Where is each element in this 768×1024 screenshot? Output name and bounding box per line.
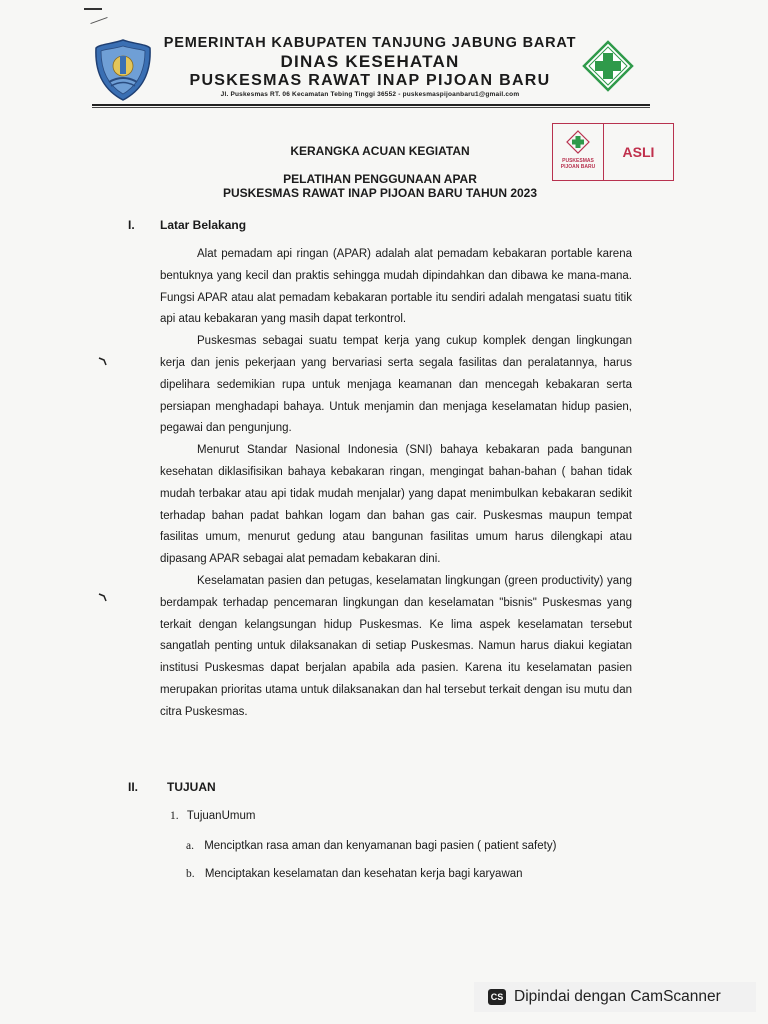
background-text [160,244,632,724]
paragraph: Keselamatan pasien dan petugas, keselamatan lingkungan (green productivity) yang berdampak terhadap pencemaran lingkungan dan keselamatan "bisnis" Puskesmas yang terkait dengan kelangsungan hidup Puskesmas. Ke lima aspek keselamatan tersebut sangatlah penting untuk dilaksanakan di setiap Puskesmas. Namun harus diakui kegiatan institusi Puskesmas dapat berjalan apabila ada pasien. Karena itu keselamatan pasien merupakan prioritas utama untuk dilaksanakan dan hal tersebut terkait dengan isu mutu dan citra Puskesmas. [160,574,632,718]
section-number: I. [128,218,135,232]
section-heading: TUJUAN [167,780,216,794]
list-item: a. Menciptkan rasa aman dan kenyamanan bagi pasien ( patient safety) [186,840,557,852]
scan-mark [84,8,102,10]
regency-emblem-icon [94,38,152,102]
paragraph: Menurut Standar Nasional Indonesia (SNI) bahaya kebakaran pada bangunan kesehatan diklasifisikan bahaya kebakaran ringan, mengingat bahan-bahan ( bahan tidak mudah terbakar atau api tidak mudah menjalar) yang dapat menimbulkan kebakaran sedikit terhadap bahan padat bahkan logam dan bahan gas cair. Puskesmas maupun tempat fasilitas umum, menurut gedung atau bangunan fasilitas umum harus dilengkapi atau dipasang APAR sebagai alat pemadam kebakaran dini. [160,444,632,566]
list-item: b. Menciptakan keselamatan dan kesehatan kerja bagi karyawan [186,868,523,880]
puskesmas-cross-icon [582,40,634,92]
margin-mark [98,356,108,366]
letterhead-institution: PUSKESMAS RAWAT INAP PIJOAN BARU [189,72,551,89]
stamp-label: ASLI [622,144,655,160]
activity-subtitle: PUSKESMAS RAWAT INAP PIJOAN BARU TAHUN 2023 [222,186,538,200]
camscanner-watermark [474,982,756,1012]
section-number: II. [128,780,139,794]
paragraph: Alat pemadam api ringan (APAR) adalah alat pemadam kebakaran portable karena bentuknya yang kecil dan praktis sehingga mudah dipindahkan dan dibawa ke mana-mana. Fungsi APAR atau alat pemadam kebakaran portable itu sendiri adalah mengatasi suatu titik api atau kebakaran yang masih dapat terkontrol. [160,248,632,326]
paragraph: Puskesmas sebagai suatu tempat kerja yang cukup komplek dengan lingkungan kerja dan jenis pekerjaan yang bervariasi serta segala fasilitas dan peralatannya, harus dipelihara sedemikian rupa untuk menjaga keamanan dan mencegah kebakaran serta persiapan menghadapi bahaya. Untuk menjamin dan menjaga keselamatan hidup pasien, pegawai dan pengunjung. [160,335,632,435]
letterhead-rule [92,107,650,108]
letterhead-rule [92,104,650,106]
camscanner-icon: CS [488,989,506,1005]
section-heading: Latar Belakang [160,218,247,232]
scan-mark [90,17,107,24]
activity-title: PELATIHAN PENGGUNAAN APAR [283,172,477,186]
stamp-caption: PUSKESMAS PIJOAN BARU [560,158,596,170]
letterhead-government: PEMERINTAH KABUPATEN TANJUNG JABUNG BARAT [163,35,577,51]
document-title: KERANGKA ACUAN KEGIATAN [290,144,470,158]
margin-mark [98,592,108,602]
list-item: 1. TujuanUmum [170,810,256,822]
letterhead-department: DINAS KESEHATAN [280,52,460,71]
camscanner-label: Dipindai dengan CamScanner [514,988,721,1005]
letterhead-address: Jl. Puskesmas RT. 06 Kecamatan Tebing Tinggi 36552 - puskesmaspijoanbaru1@gmail.com [220,91,520,98]
